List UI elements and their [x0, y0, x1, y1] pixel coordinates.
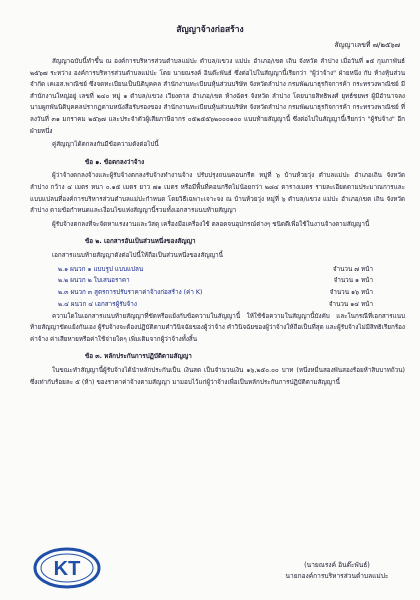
- logo-text: KT: [53, 558, 81, 580]
- intro-paragraph: สัญญาฉบับนี้ทำขึ้น ณ องค์การบริหารส่วนตำบลแม่ปะ ตำบล/แขวง แม่ปะ อำเภอ/เขต เถิน จังหวัด ลำปาง เมื่อวันที่ ๑๕ กุมภาพันธ์ ๒๕๖๗ ระหว่าง องค์การบริหารส่วนตำบลแม่ปะ โดย นายณรงค์ อินต๊ะพันธ์ ซึ่งต่อไปในสัญญานี้เรียกว่า "ผู้ว่าจ้าง" ฝ่ายหนึ่ง กับ ห้างหุ้นส่วนจำกัด เคเอส.พาณิชย์ ซึ่งจดทะเบียนเป็นนิติบุคคล สำนักงานทะเบียนหุ้นส่วนบริษัท จังหวัดลำปาง กรมพัฒนาธุรกิจการค้า กระทรวงพาณิชย์ มีสำนักงานใหญ่อยู่ เลขที่ ๒๔๐ หมู่ ๑ ตำบล/แขวง เวียงตาล อำเภอ/เขต ห้างฉัตร จังหวัด ลำปาง โดยนายสิทธิพงศ์ ยุทธ์ชยพร ผู้มีอำนาจลงนามผูกพันนิติบุคคลปรากฏตามหนังสือรับรองของ สำนักงานทะเบียนหุ้นส่วนบริษัท จังหวัดลำปาง กรมพัฒนาธุรกิจการค้า กระทรวงพาณิชย์ ที่ ลงวันที่ ๓๑ มกราคม ๒๕๖๗ และประจำตัวผู้เสียภาษีอากร ๐๕๒๕๕๖๒๐๐๐๑๐๐ แนบท้ายสัญญานี้ ซึ่งต่อไปในสัญญานี้เรียกว่า "ผู้รับจ้าง" อีกฝ่ายหนึ่ง: [30, 58, 405, 135]
- contract-number: สัญญาเลขที่ ๗/๒๕๖๗: [334, 41, 400, 49]
- attachment-count: จำนวน ๗ หน้า: [332, 265, 373, 273]
- document-body: [30, 56, 405, 390]
- section-1-paragraph-2: ผู้รับจ้างตกลงที่จะจัดหาแรงงานและวัสดุ เครื่องมือเครื่องใช้ ตลอดจนอุปกรณ์ต่างๆ ชนิดดีเพื่อใช้ในงานจ้างตามสัญญานี้: [52, 220, 370, 228]
- attachment-row: [58, 299, 373, 311]
- attachment-label: ๒.๓ ผนวก ๓ สูตรการปรับราคาค่าจ้างก่อสร้าง (ค่า K): [58, 289, 203, 297]
- section-1-paragraph-1: ผู้ว่าจ้างตกลงจ้างและผู้รับจ้างตกลงรับจ้างทำงานจ้าง ปรับปรุงถนนคอนกรีต หมู่ที่ ๖ บ้านห้วยวุ่ง ตำบลแม่ปะ อำเภอเถิน จังหวัดลำปาง กว้าง ๔ เมตร หนา ๐.๑๕ เมตร ยาว ๗๑ เมตร หรือมีพื้นที่คอนกรีตไม่น้อยกว่า ๒๘๔ ตารางเมตร รายละเอียดตามประมาณการและแบบแปลนที่องค์การบริหารส่วนตำบลแม่ปะกำหนด โดยวิธีเฉพาะเจาะจง ณ บ้านห้วยวุ่ง หมู่ที่ ๖ ตำบล/แขวง แม่ปะ อำเภอ/เขต เถิน จังหวัด ลำปาง ตามข้อกำหนดและเงื่อนไขแห่งสัญญานี้รวมทั้งเอกสารแนบท้ายสัญญา: [30, 172, 405, 215]
- section-2-heading: ข้อ ๒. เอกสารอันเป็นส่วนหนึ่งของสัญญา: [85, 238, 196, 246]
- attachment-row: [58, 264, 373, 276]
- signature-block: [262, 560, 412, 582]
- attachment-count: จำนวน ๑๖ หน้า: [329, 289, 373, 297]
- company-logo: [32, 542, 102, 590]
- document-title: สัญญาจ้างก่อสร้าง: [176, 25, 244, 35]
- section-3-heading: ข้อ ๓. หลักประกันการปฏิบัติตามสัญญา: [85, 353, 192, 361]
- attachment-row: [58, 275, 373, 287]
- signatory-name: (นายณรงค์ อินต๊ะพันธ์): [304, 561, 370, 569]
- attachment-label: ๒.๑ ผนวก ๑ แบบรูป แบบแปลน: [58, 265, 144, 273]
- section-2-lead: เอกสารแนบท้ายสัญญาดังต่อไปนี้ให้ถือเป็นส่วนหนึ่งของสัญญานี้: [52, 251, 223, 259]
- intro-agreement-line: คู่สัญญาได้ตกลงกันมีข้อความดังต่อไปนี้: [52, 141, 159, 149]
- section-3-paragraph-1: ในขณะทำสัญญานี้ผู้รับจ้างได้นำหลักประกันเป็น เงินสด เป็นจำนวนเงิน ๑๖,๒๕๐.๐๐ บาท (หนึ่งหมื่นสองพันสองร้อยห้าสิบบาทถ้วน) ซึ่งเท่ากับร้อยละ ๕ (ห้า) ของราคาค่าจ้างตามสัญญา มามอบไว้แก่ผู้ว่าจ้างเพื่อเป็นหลักประกันการปฏิบัติตามสัญญานี้: [30, 367, 405, 386]
- section-2-tail: ความใดในเอกสารแนบท้ายสัญญาที่ขัดหรือแย้งกับข้อความในสัญญานี้ ให้ใช้ข้อความในสัญญานี้บังคับ และในกรณีที่เอกสารแนบท้ายสัญญาขัดแย้งกันเอง ผู้รับจ้างจะต้องปฏิบัติตามคำวินิจฉัยของผู้ว่าจ้าง คำวินิจฉัยของผู้ว่าจ้างให้ถือเป็นที่สุด และผู้รับจ้างไม่มีสิทธิเรียกร้องค่าจ้าง ค่าเสียหายหรือค่าใช้จ่ายใดๆ เพิ่มเติมจากผู้ว่าจ้างทั้งสิ้น: [30, 312, 405, 343]
- attachment-row: [58, 287, 373, 299]
- section-1-heading: ข้อ ๑. ข้อตกลงว่าจ้าง: [85, 158, 145, 166]
- attachment-label: ๒.๒ ผนวก ๒ ใบเสนอราคา: [58, 277, 130, 285]
- attachment-label: ๒.๔ ผนวก ๔ เอกสารผู้รับจ้าง: [58, 300, 137, 308]
- attachment-count: จำนวน ๑๔ หน้า: [328, 300, 373, 308]
- signatory-position: นายกองค์การบริหารส่วนตำบลแม่ปะ: [285, 572, 389, 580]
- attachments-table: [58, 264, 373, 311]
- attachment-count: จำนวน ๑ หน้า: [333, 277, 373, 285]
